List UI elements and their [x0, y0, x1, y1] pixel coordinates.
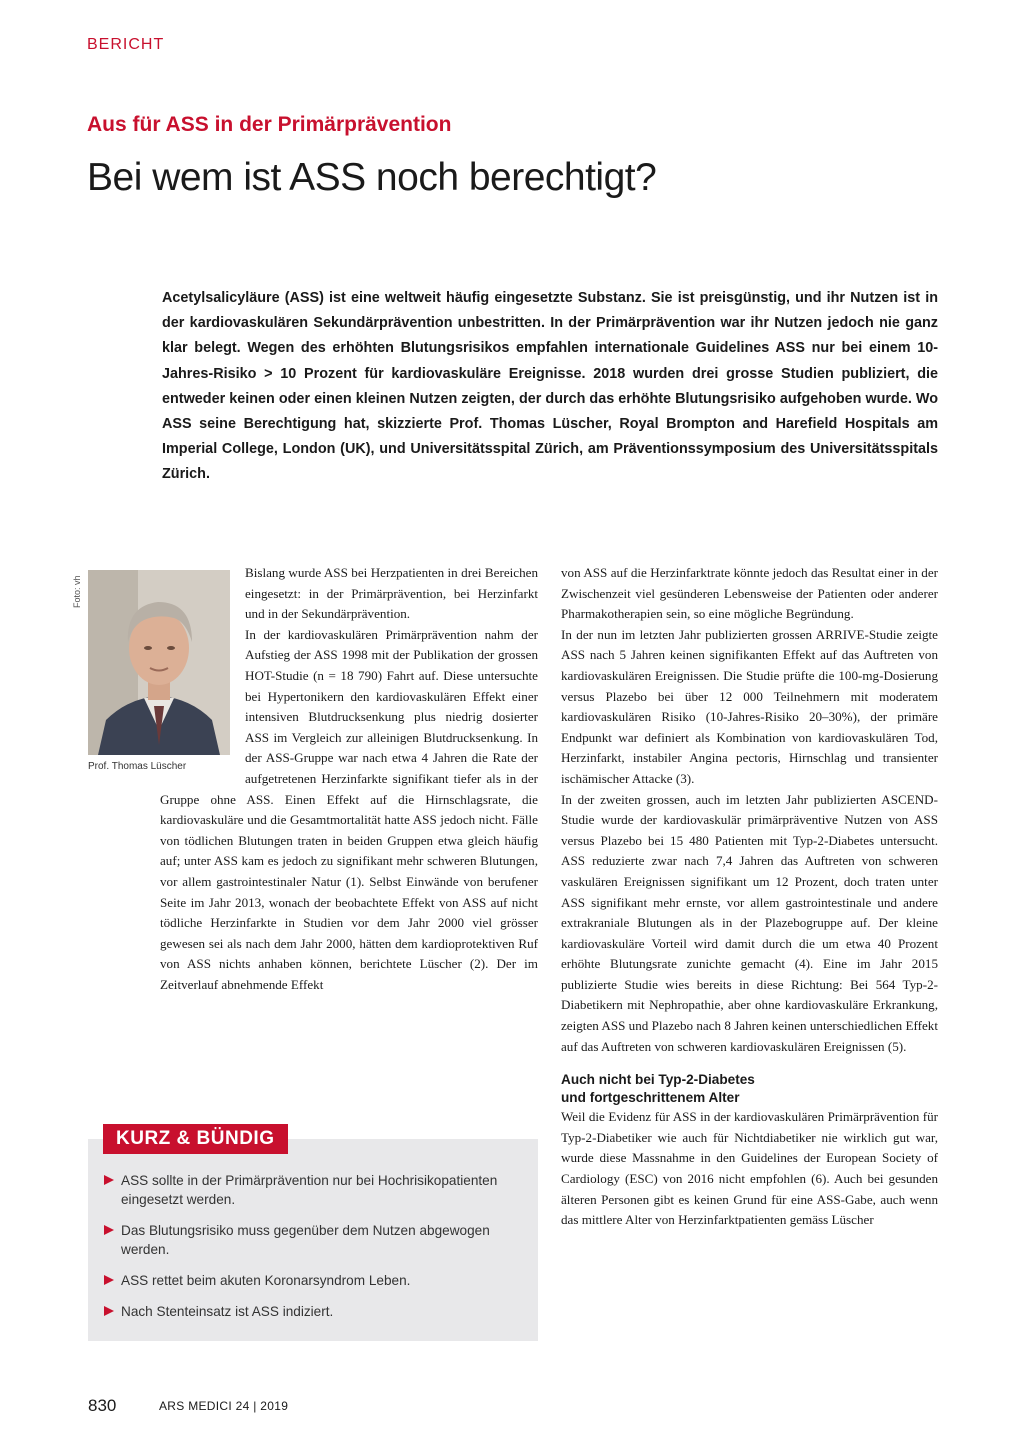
- summary-box-title: KURZ & BÜNDIG: [103, 1124, 288, 1154]
- subheading-line: Auch nicht bei Typ-2-Diabetes: [561, 1072, 755, 1088]
- subheading-line: und fortgeschrittenem Alter: [561, 1090, 740, 1106]
- summary-item: [104, 1271, 528, 1290]
- summary-item-text: ASS rettet beim akuten Koronarsyndrom Leben.: [121, 1273, 411, 1288]
- triangle-bullet-icon: [104, 1275, 114, 1285]
- article-headline: Bei wem ist ASS noch berechtigt?: [87, 156, 657, 199]
- body-paragraph: von ASS auf die Herzinfarktrate könnte jedoch das Resultat einer in der Zwischenzeit viel gesünderen Lebensweise der Patienten oder anderer Pharmakotherapien sein, so eine mögliche Begründung.: [561, 565, 938, 622]
- text-column-left: [160, 563, 538, 995]
- triangle-bullet-icon: [104, 1175, 114, 1185]
- body-paragraph: Bislang wurde ASS bei Herzpatienten in drei Bereichen eingesetzt: in der Primärprävention, bei Herzinfarkt und in der Sekundärprävention.: [245, 565, 538, 622]
- body-paragraph: In der nun im letzten Jahr publizierten grossen ARRIVE-Studie zeigte ASS nach 5 Jahren keinen signifikanten Effekt auf das Auftreten von kardiovaskulären Ereignissen. Die Studie prüfte die 100-mg-Dosierung versus Plazebo bei über 12 000 Teilnehmern mit moderatem kardiovaskulären Risiko (10-Jahres-Risiko 20–30%), der primäre Endpunkt war definiert als Kombination von kardiovaskulären Tod, Herzinfarkt, instabiler Angina pectoris, Hirnschlag und transienter ischämischer Attacke (3).: [561, 626, 938, 786]
- summary-list: [104, 1171, 528, 1333]
- photo-caption: Prof. Thomas Lüscher: [88, 761, 187, 772]
- summary-item: [104, 1221, 528, 1259]
- summary-item-text: ASS sollte in der Primärprävention nur bei Hochrisikopatienten eingesetzt werden.: [121, 1173, 498, 1207]
- summary-item-text: Nach Stenteinsatz ist ASS indiziert.: [121, 1304, 334, 1319]
- summary-item: [104, 1171, 528, 1209]
- text-column-right: [561, 563, 938, 1231]
- summary-item: [104, 1302, 528, 1321]
- section-label: BERICHT: [87, 36, 165, 53]
- body-paragraph: In der zweiten grossen, auch im letzten Jahr publizierten ASCEND-Studie wurde der kardiovaskulär primärpräventive Nutzen von ASS versus Plazebo bei 15 480 Patienten mit Typ-2-Diabetes untersucht. ASS reduzierte zwar nach 7,4 Jahren das Auftreten von schweren vaskulären Ereignissen signifikant um 12 Prozent, doch traten unter ASS signifikant mehr ernste, vor allem gastrointestinale und andere extrakraniale Blutungen als in der Plazebogruppe auf. Der kleine kardiovaskuläre Vorteil wird damit durch die um etwa 40 Prozent erhöhte Blutungsrate zunichte gemacht (4). Eine im Jahr 2015 publizierte Studie wies bereits in diese Richtung: Bei 564 Typ-2-Diabetikern mit Nephropathie, aber ohne kardiovaskuläre Erkrankung, zeigten ASS und Plazebo nach 8 Jahren keinen unterschiedlichen Effekt auf das Auftreten von schweren kardiovaskulären Ereignissen (5).: [561, 791, 938, 1054]
- triangle-bullet-icon: [104, 1306, 114, 1316]
- body-paragraph: In der kardiovaskulären Primärprävention nahm der Aufstieg der ASS 1998 mit der Publikation der grossen HOT-Studie (n = 18 790) Fahrt auf. Diese untersuchte bei Hypertonikern den kardiovaskulären Effekt einer intensiven Blutdrucksenkung plus niedrig dosierter ASS im Vergleich zur alleinigen Blutdrucksenkung. In der ASS-Gruppe war nach etwa 4 Jahren die Rate der aufgetretenen Herzinfarkte signifikant tiefer als in der Gruppe ohne ASS. Einen Effekt auf die Hirnschlagsrate, die kardiovaskuläre und die Gesamtmortalität hatte ASS jedoch nicht. Fälle von tödlichen Blutungen traten in beiden Gruppen etwa gleich häufig auf; unter ASS kam es jedoch zu signifikant mehr schweren Blutungen, vor allem gastrointestinaler Natur (1). Selbst Einwände von berufener Seite im Jahr 2013, wonach der beobachtete Effekt von ASS auf nicht tödliche Herzinfarkte in Studien vor dem Jahr 2000 viel grösser gewesen sei als nach dem Jahr 2000, hätten dem kardioprotektiven Ruf von ASS nichts anhaben können, berichtete Lüscher (2). Der im Zeitverlauf abnehmende Effekt: [160, 626, 538, 992]
- photo-wrap-space: [160, 563, 245, 789]
- lead-paragraph: Acetylsalicyläure (ASS) ist eine weltweit häufig eingesetzte Substanz. Sie ist preisgünstig, und ihr Nutzen ist in der kardiovaskulären Sekundärprävention unbestritten. In der Primärprävention war ihr Nutzen jedoch nie ganz klar belegt. Wegen des erhöhten Blutungsrisikos empfahlen internationale Guidelines ASS nur bei einem 10-Jahres-Risiko > 10 Prozent für kardiovaskuläre Ereignisse. 2018 wurden drei grosse Studien publiziert, die entweder keinen oder einen kleinen Nutzen zeigten, der durch das erhöhte Blutungsrisiko aufgehoben wurde. Wo ASS seine Berechtigung hat, skizzierte Prof. Thomas Lüscher, Royal Brompton and Harefield Hospitals am Imperial College, London (UK), und Universitätsspital Zürich, am Präventionssymposium des Universitätsspitals Zürich.: [162, 290, 938, 483]
- section-subheading: [561, 1071, 938, 1107]
- journal-issue: ARS MEDICI 24 | 2019: [159, 1399, 289, 1413]
- page-number: 830: [88, 1396, 117, 1415]
- photo-credit: Foto: vh: [72, 575, 82, 608]
- triangle-bullet-icon: [104, 1225, 114, 1235]
- article-kicker: Aus für ASS in der Primärprävention: [87, 113, 452, 136]
- summary-item-text: Das Blutungsrisiko muss gegenüber dem Nutzen abgewogen werden.: [121, 1223, 490, 1257]
- body-paragraph: Weil die Evidenz für ASS in der kardiovaskulären Primärprävention für Typ-2-Diabetiker wie auch für Nichtdiabetiker nie wirklich gut war, wurde diese Massnahme in den Guidelines der European Society of Cardiology (ESC) von 2016 nicht empfohlen (6). Auch bei gesunden älteren Personen gibt es keinen Grund für eine ASS-Gabe, auch wenn das mittlere Alter von Herzinfarktpatienten gemäss Lüscher: [561, 1109, 938, 1228]
